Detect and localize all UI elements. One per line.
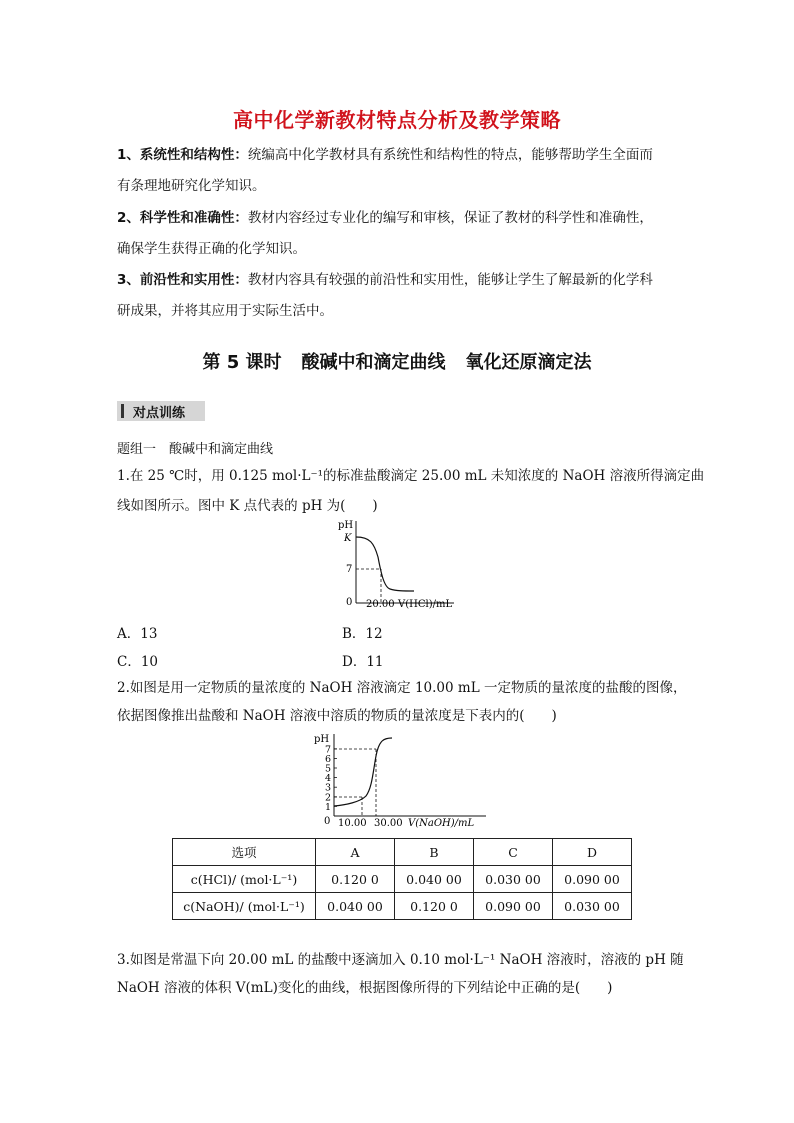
table-cell: 0.090 00 [474, 893, 553, 920]
table-header-cell: B [395, 839, 474, 866]
q2-y-tick: 1 [325, 801, 332, 813]
table-cell: 0.040 00 [395, 866, 474, 893]
q1-option-c[interactable]: C．10 [117, 654, 159, 670]
q1-curve [356, 537, 414, 591]
table-cell: 0.120 0 [316, 866, 395, 893]
intro-item-2 [117, 203, 683, 265]
lesson-heading [0, 348, 794, 374]
table-row [173, 866, 632, 893]
q1-line-2: 线如图所示。图中 K 点代表的 pH 为( ) [117, 498, 378, 514]
intro-label: 1、系统性和结构性： [117, 147, 248, 163]
section-tag [117, 401, 205, 421]
q2-titration-graph [310, 728, 490, 832]
table-cell: c(NaOH)/ (mol·L⁻¹) [173, 893, 316, 920]
q3-line-1: 3.如图是常温下向 20.00 mL 的盐酸中逐滴加入 0.10 mol·L⁻¹ NaOH 溶液时，溶液的 pH 随 [117, 952, 684, 968]
intro-text: 教材内容具有较强的前沿性和实用性，能够让学生了解最新的化学科 [247, 272, 653, 288]
table-header-row [173, 839, 632, 866]
q2-x-tick-2: 30.00 [374, 818, 403, 829]
page-title: 高中化学新教材特点分析及教学策略 [233, 108, 561, 132]
intro-label: 2、科学性和准确性： [117, 210, 248, 226]
group-heading: 题组一 酸碱中和滴定曲线 [117, 442, 274, 457]
table-cell: 0.030 00 [474, 866, 553, 893]
table-header-cell: C [474, 839, 553, 866]
intro-text: 统编高中化学教材具有系统性和结构性的特点，能够帮助学生全面而 [247, 147, 653, 163]
q2-y-tick: 4 [325, 773, 332, 785]
q1-line-1: 1.在 25 ℃时，用 0.125 mol·L⁻¹的标准盐酸滴定 25.00 mL 未知浓度的 NaOH 溶液所得滴定曲 [117, 468, 705, 484]
lesson-topic-2: 氧化还原滴定法 [465, 352, 592, 373]
q2-zero-label: 0 [324, 816, 331, 827]
table-cell: 0.030 00 [553, 893, 632, 920]
q2-curve [334, 738, 392, 806]
q1-y-label: pH [338, 520, 354, 531]
q1-seven-label: 7 [346, 564, 353, 575]
q1-option-a[interactable]: A．13 [117, 626, 158, 642]
table-cell: 0.090 00 [553, 866, 632, 893]
q2-x-label: V(NaOH)/mL [408, 818, 475, 829]
table-cell: 0.040 00 [316, 893, 395, 920]
q2-y-label: pH [314, 734, 330, 745]
q2-y-tick: 3 [325, 782, 332, 794]
q1-option-b[interactable]: B．12 [342, 626, 383, 642]
q2-answer-table [172, 838, 632, 920]
intro-text: 确保学生获得正确的化学知识。 [117, 241, 306, 257]
intro-item-3 [117, 265, 683, 327]
intro-text: 研成果，并将其应用于实际生活中。 [117, 303, 333, 319]
intro-item-1 [117, 140, 683, 202]
q1-x-label: V(HCl)/mL [398, 599, 453, 610]
q2-y-tick: 2 [325, 792, 332, 804]
section-tag-label: 对点训练 [133, 406, 186, 421]
q1-zero-label: 0 [346, 597, 353, 608]
intro-text: 有条理地研究化学知识。 [117, 178, 266, 194]
q2-line-1: 2.如图是用一定物质的量浓度的 NaOH 溶液滴定 10.00 mL 一定物质的量浓度的盐酸的图像， [117, 680, 687, 696]
table-cell: 0.120 0 [395, 893, 474, 920]
table-cell: c(HCl)/ (mol·L⁻¹) [173, 866, 316, 893]
q1-titration-graph [332, 515, 462, 615]
section-tag-bar [121, 404, 124, 418]
intro-text: 教材内容经过专业化的编写和审核，保证了教材的科学性和准确性， [247, 210, 653, 226]
table-header-cell: D [553, 839, 632, 866]
q1-k-label: K [344, 533, 352, 544]
lesson-number: 第 5 课时 [202, 352, 282, 373]
table-row [173, 893, 632, 920]
q1-x-tick: 20.00 [366, 599, 395, 610]
q2-y-tick: 7 [325, 744, 332, 756]
table-header-cell: A [316, 839, 395, 866]
q2-x-tick-1: 10.00 [338, 818, 367, 829]
lesson-topic-1: 酸碱中和滴定曲线 [301, 352, 446, 373]
q3-line-2: NaOH 溶液的体积 V(mL)变化的曲线，根据图像所得的下列结论中正确的是( ) [117, 980, 613, 996]
q1-option-d[interactable]: D．11 [342, 654, 384, 670]
table-header-cell: 选项 [173, 839, 316, 866]
q2-y-tick: 5 [325, 763, 332, 775]
intro-label: 3、前沿性和实用性： [117, 272, 248, 288]
q2-y-tick: 6 [325, 753, 332, 765]
q2-line-2: 依据图像推出盐酸和 NaOH 溶液中溶质的物质的量浓度是下表内的( ) [117, 708, 557, 724]
